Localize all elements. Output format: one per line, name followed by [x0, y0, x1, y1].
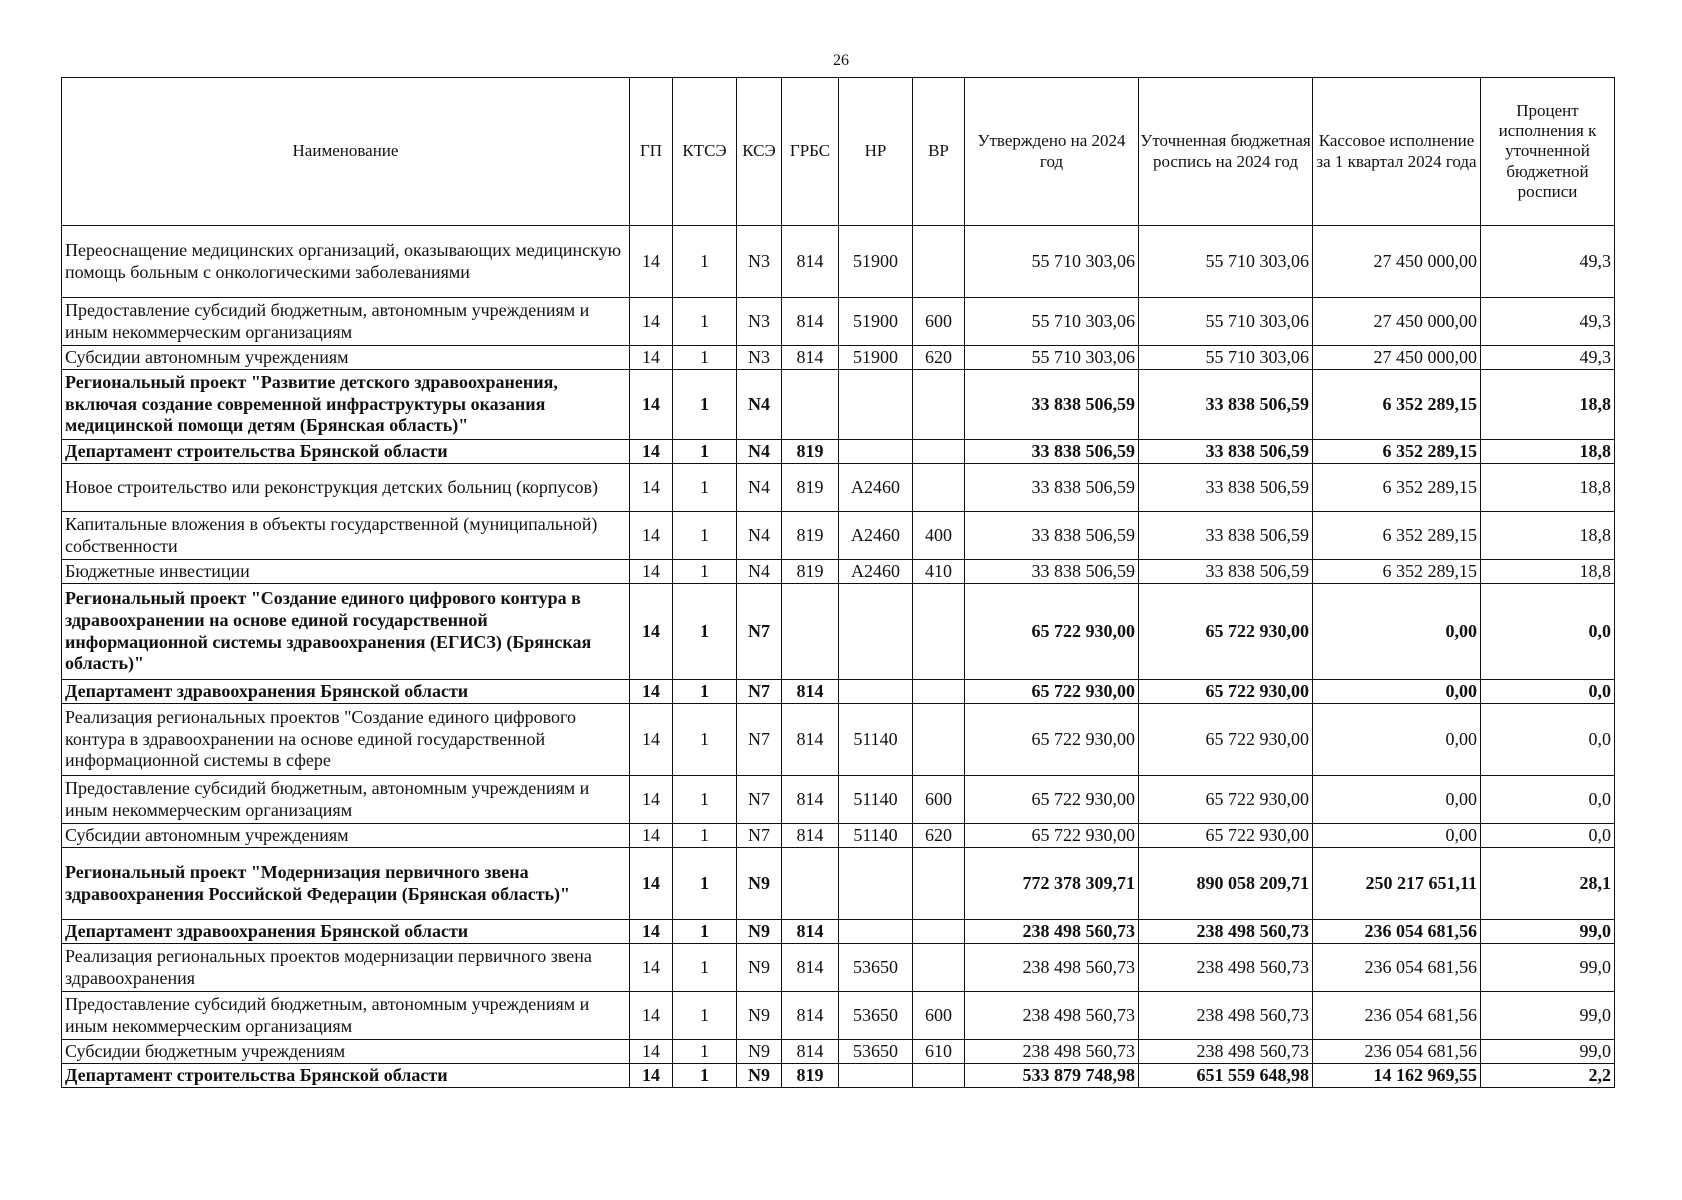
cell-kse: N3: [737, 346, 782, 370]
cell-refined: 65 722 930,00: [1139, 776, 1313, 824]
cell-ktse: 1: [673, 1064, 737, 1088]
budget-table: [61, 77, 1615, 1088]
cell-gp: 14: [630, 824, 673, 848]
cell-np: [839, 584, 913, 680]
cell-name: Региональный проект "Создание единого цифрового контура в здравоохранении на основе единой государственной информационной системы здравоохранения (ЕГИСЗ) (Брянская область)": [62, 584, 630, 680]
cell-refined: 33 838 506,59: [1139, 440, 1313, 464]
cell-grbs: 814: [782, 1040, 839, 1064]
cell-percent: 99,0: [1481, 992, 1615, 1040]
cell-refined: 65 722 930,00: [1139, 704, 1313, 776]
header-approved: Утверждено на 2024 год: [965, 78, 1139, 226]
table-body: [62, 226, 1615, 1088]
cell-grbs: 814: [782, 226, 839, 298]
cell-gp: 14: [630, 346, 673, 370]
cell-name: Новое строительство или реконструкция детских больниц (корпусов): [62, 464, 630, 512]
cell-refined: 890 058 209,71: [1139, 848, 1313, 920]
table-row: [62, 1040, 1615, 1064]
cell-vr: [913, 464, 965, 512]
cell-name: Предоставление субсидий бюджетным, автономным учреждениям и иным некоммерческим организациям: [62, 992, 630, 1040]
cell-grbs: [782, 370, 839, 440]
table-row: [62, 920, 1615, 944]
cell-approved: 33 838 506,59: [965, 370, 1139, 440]
cell-cash: 6 352 289,15: [1313, 370, 1481, 440]
cell-percent: 0,0: [1481, 776, 1615, 824]
cell-percent: 0,0: [1481, 824, 1615, 848]
cell-cash: 236 054 681,56: [1313, 1040, 1481, 1064]
cell-grbs: 814: [782, 346, 839, 370]
cell-percent: 99,0: [1481, 944, 1615, 992]
cell-cash: 250 217 651,11: [1313, 848, 1481, 920]
cell-kse: N9: [737, 1040, 782, 1064]
cell-gp: 14: [630, 848, 673, 920]
cell-name: Департамент здравоохранения Брянской области: [62, 680, 630, 704]
cell-vr: 600: [913, 776, 965, 824]
table-row: [62, 440, 1615, 464]
cell-ktse: 1: [673, 848, 737, 920]
cell-refined: 55 710 303,06: [1139, 298, 1313, 346]
header-vr: ВР: [913, 78, 965, 226]
cell-percent: 2,2: [1481, 1064, 1615, 1088]
table-row: [62, 992, 1615, 1040]
cell-cash: 14 162 969,55: [1313, 1064, 1481, 1088]
cell-np: [839, 848, 913, 920]
table-row: [62, 1064, 1615, 1088]
cell-vr: 610: [913, 1040, 965, 1064]
cell-gp: 14: [630, 776, 673, 824]
header-gp: ГП: [630, 78, 673, 226]
cell-cash: 6 352 289,15: [1313, 512, 1481, 560]
cell-name: Капитальные вложения в объекты государственной (муниципальной) собственности: [62, 512, 630, 560]
cell-cash: 236 054 681,56: [1313, 992, 1481, 1040]
table-row: [62, 370, 1615, 440]
table-row: [62, 776, 1615, 824]
cell-ktse: 1: [673, 704, 737, 776]
cell-kse: N4: [737, 560, 782, 584]
cell-gp: 14: [630, 920, 673, 944]
cell-approved: 33 838 506,59: [965, 440, 1139, 464]
cell-kse: N4: [737, 512, 782, 560]
cell-refined: 65 722 930,00: [1139, 680, 1313, 704]
cell-gp: 14: [630, 680, 673, 704]
cell-np: [839, 920, 913, 944]
cell-refined: 55 710 303,06: [1139, 226, 1313, 298]
cell-ktse: 1: [673, 992, 737, 1040]
cell-approved: 33 838 506,59: [965, 512, 1139, 560]
cell-vr: [913, 226, 965, 298]
cell-np: [839, 1064, 913, 1088]
page-number: 26: [833, 52, 849, 69]
cell-approved: 65 722 930,00: [965, 680, 1139, 704]
cell-gp: 14: [630, 370, 673, 440]
header-refined: Уточненная бюджетная роспись на 2024 год: [1139, 78, 1313, 226]
cell-ktse: 1: [673, 776, 737, 824]
cell-grbs: 819: [782, 464, 839, 512]
table-row: [62, 512, 1615, 560]
cell-name: Департамент строительства Брянской области: [62, 1064, 630, 1088]
cell-grbs: 814: [782, 704, 839, 776]
cell-cash: 0,00: [1313, 584, 1481, 680]
cell-vr: [913, 584, 965, 680]
cell-gp: 14: [630, 1040, 673, 1064]
cell-vr: [913, 848, 965, 920]
cell-np: 51900: [839, 226, 913, 298]
cell-approved: 33 838 506,59: [965, 560, 1139, 584]
cell-kse: N7: [737, 824, 782, 848]
cell-gp: 14: [630, 704, 673, 776]
cell-np: А2460: [839, 512, 913, 560]
cell-vr: 410: [913, 560, 965, 584]
cell-kse: N4: [737, 440, 782, 464]
cell-name: Департамент строительства Брянской области: [62, 440, 630, 464]
cell-grbs: 814: [782, 298, 839, 346]
cell-grbs: [782, 584, 839, 680]
cell-np: 51900: [839, 346, 913, 370]
cell-vr: 600: [913, 992, 965, 1040]
cell-vr: 600: [913, 298, 965, 346]
cell-refined: 238 498 560,73: [1139, 1040, 1313, 1064]
cell-kse: N7: [737, 704, 782, 776]
cell-refined: 651 559 648,98: [1139, 1064, 1313, 1088]
cell-percent: 99,0: [1481, 920, 1615, 944]
cell-refined: 33 838 506,59: [1139, 512, 1313, 560]
cell-np: 53650: [839, 1040, 913, 1064]
header-np: НР: [839, 78, 913, 226]
table-header-row: [62, 78, 1615, 226]
cell-gp: 14: [630, 560, 673, 584]
cell-refined: 238 498 560,73: [1139, 944, 1313, 992]
header-grbs: ГРБС: [782, 78, 839, 226]
cell-grbs: 819: [782, 560, 839, 584]
cell-np: 51140: [839, 776, 913, 824]
cell-percent: 49,3: [1481, 298, 1615, 346]
cell-grbs: [782, 848, 839, 920]
cell-refined: 238 498 560,73: [1139, 920, 1313, 944]
cell-cash: 236 054 681,56: [1313, 944, 1481, 992]
cell-np: 53650: [839, 944, 913, 992]
cell-np: [839, 680, 913, 704]
cell-percent: 49,3: [1481, 346, 1615, 370]
cell-kse: N7: [737, 680, 782, 704]
cell-percent: 0,0: [1481, 680, 1615, 704]
cell-vr: [913, 680, 965, 704]
cell-ktse: 1: [673, 680, 737, 704]
header-kse: КСЭ: [737, 78, 782, 226]
cell-grbs: 814: [782, 920, 839, 944]
cell-name: Переоснащение медицинских организаций, оказывающих медицинскую помощь больным с онкологическими заболеваниями: [62, 226, 630, 298]
cell-ktse: 1: [673, 560, 737, 584]
table-row: [62, 346, 1615, 370]
cell-refined: 33 838 506,59: [1139, 464, 1313, 512]
cell-refined: 238 498 560,73: [1139, 992, 1313, 1040]
cell-vr: [913, 440, 965, 464]
cell-np: А2460: [839, 464, 913, 512]
table-row: [62, 824, 1615, 848]
cell-ktse: 1: [673, 920, 737, 944]
cell-gp: 14: [630, 512, 673, 560]
cell-approved: 238 498 560,73: [965, 944, 1139, 992]
cell-np: 53650: [839, 992, 913, 1040]
cell-name: Реализация региональных проектов модернизации первичного звена здравоохранения: [62, 944, 630, 992]
cell-ktse: 1: [673, 346, 737, 370]
cell-grbs: 819: [782, 440, 839, 464]
cell-approved: 65 722 930,00: [965, 776, 1139, 824]
cell-percent: 18,8: [1481, 370, 1615, 440]
cell-kse: N9: [737, 848, 782, 920]
cell-cash: 236 054 681,56: [1313, 920, 1481, 944]
cell-vr: [913, 920, 965, 944]
cell-approved: 238 498 560,73: [965, 992, 1139, 1040]
header-name: Наименование: [62, 78, 630, 226]
cell-vr: 620: [913, 824, 965, 848]
cell-name: Субсидии автономным учреждениям: [62, 346, 630, 370]
cell-ktse: 1: [673, 464, 737, 512]
cell-np: А2460: [839, 560, 913, 584]
cell-grbs: 814: [782, 680, 839, 704]
cell-name: Предоставление субсидий бюджетным, автономным учреждениям и иным некоммерческим организациям: [62, 776, 630, 824]
cell-approved: 533 879 748,98: [965, 1064, 1139, 1088]
cell-refined: 33 838 506,59: [1139, 370, 1313, 440]
table-row: [62, 226, 1615, 298]
table-row: [62, 704, 1615, 776]
cell-gp: 14: [630, 584, 673, 680]
cell-ktse: 1: [673, 298, 737, 346]
cell-cash: 6 352 289,15: [1313, 560, 1481, 584]
cell-np: 51140: [839, 704, 913, 776]
table-row: [62, 944, 1615, 992]
cell-approved: 65 722 930,00: [965, 584, 1139, 680]
cell-ktse: 1: [673, 824, 737, 848]
cell-percent: 18,8: [1481, 560, 1615, 584]
table-row: [62, 464, 1615, 512]
cell-gp: 14: [630, 298, 673, 346]
cell-cash: 27 450 000,00: [1313, 298, 1481, 346]
cell-approved: 55 710 303,06: [965, 346, 1139, 370]
cell-approved: 65 722 930,00: [965, 704, 1139, 776]
cell-grbs: 814: [782, 824, 839, 848]
cell-name: Бюджетные инвестиции: [62, 560, 630, 584]
cell-name: Департамент здравоохранения Брянской области: [62, 920, 630, 944]
table-row: [62, 298, 1615, 346]
cell-kse: N3: [737, 298, 782, 346]
table-row: [62, 848, 1615, 920]
cell-percent: 18,8: [1481, 440, 1615, 464]
cell-gp: 14: [630, 944, 673, 992]
cell-approved: 33 838 506,59: [965, 464, 1139, 512]
cell-grbs: 814: [782, 992, 839, 1040]
cell-grbs: 819: [782, 512, 839, 560]
cell-ktse: 1: [673, 1040, 737, 1064]
cell-kse: N9: [737, 1064, 782, 1088]
table-row: [62, 584, 1615, 680]
cell-grbs: 814: [782, 776, 839, 824]
cell-name: Региональный проект "Модернизация первичного звена здравоохранения Российской Федерации (Брянская область)": [62, 848, 630, 920]
cell-gp: 14: [630, 464, 673, 512]
cell-percent: 28,1: [1481, 848, 1615, 920]
cell-kse: N7: [737, 584, 782, 680]
cell-np: [839, 370, 913, 440]
cell-approved: 55 710 303,06: [965, 226, 1139, 298]
cell-name: Региональный проект "Развитие детского здравоохранения, включая создание современной инфраструктуры оказания медицинской помощи детям (Брянская область)": [62, 370, 630, 440]
header-percent: Процент исполнения к уточненной бюджетной росписи: [1481, 78, 1615, 226]
cell-percent: 0,0: [1481, 704, 1615, 776]
cell-kse: N3: [737, 226, 782, 298]
cell-approved: 238 498 560,73: [965, 920, 1139, 944]
cell-cash: 27 450 000,00: [1313, 226, 1481, 298]
cell-kse: N7: [737, 776, 782, 824]
cell-refined: 65 722 930,00: [1139, 824, 1313, 848]
cell-refined: 65 722 930,00: [1139, 584, 1313, 680]
cell-refined: 33 838 506,59: [1139, 560, 1313, 584]
cell-ktse: 1: [673, 440, 737, 464]
cell-gp: 14: [630, 992, 673, 1040]
cell-kse: N9: [737, 992, 782, 1040]
cell-gp: 14: [630, 1064, 673, 1088]
table-row: [62, 680, 1615, 704]
cell-cash: 0,00: [1313, 824, 1481, 848]
cell-cash: 6 352 289,15: [1313, 464, 1481, 512]
cell-np: 51900: [839, 298, 913, 346]
cell-np: 51140: [839, 824, 913, 848]
cell-vr: [913, 704, 965, 776]
cell-ktse: 1: [673, 370, 737, 440]
cell-name: Реализация региональных проектов "Создание единого цифрового контура в здравоохранении на основе единой государственной информационной системы в сфере: [62, 704, 630, 776]
cell-vr: 400: [913, 512, 965, 560]
cell-vr: [913, 370, 965, 440]
cell-np: [839, 440, 913, 464]
cell-percent: 18,8: [1481, 464, 1615, 512]
header-cash: Кассовое исполнение за 1 квартал 2024 года: [1313, 78, 1481, 226]
cell-vr: [913, 944, 965, 992]
cell-gp: 14: [630, 440, 673, 464]
cell-refined: 55 710 303,06: [1139, 346, 1313, 370]
cell-approved: 55 710 303,06: [965, 298, 1139, 346]
cell-cash: 0,00: [1313, 704, 1481, 776]
cell-cash: 0,00: [1313, 680, 1481, 704]
header-ktse: КТСЭ: [673, 78, 737, 226]
cell-name: Предоставление субсидий бюджетным, автономным учреждениям и иным некоммерческим организациям: [62, 298, 630, 346]
cell-cash: 0,00: [1313, 776, 1481, 824]
cell-cash: 6 352 289,15: [1313, 440, 1481, 464]
cell-name: Субсидии автономным учреждениям: [62, 824, 630, 848]
cell-kse: N4: [737, 370, 782, 440]
cell-ktse: 1: [673, 512, 737, 560]
cell-approved: 238 498 560,73: [965, 1040, 1139, 1064]
cell-vr: 620: [913, 346, 965, 370]
cell-percent: 99,0: [1481, 1040, 1615, 1064]
cell-kse: N9: [737, 944, 782, 992]
table-row: [62, 560, 1615, 584]
cell-ktse: 1: [673, 944, 737, 992]
cell-percent: 49,3: [1481, 226, 1615, 298]
cell-name: Субсидии бюджетным учреждениям: [62, 1040, 630, 1064]
cell-grbs: 819: [782, 1064, 839, 1088]
cell-kse: N9: [737, 920, 782, 944]
cell-ktse: 1: [673, 226, 737, 298]
cell-percent: 18,8: [1481, 512, 1615, 560]
cell-percent: 0,0: [1481, 584, 1615, 680]
cell-gp: 14: [630, 226, 673, 298]
cell-approved: 65 722 930,00: [965, 824, 1139, 848]
cell-ktse: 1: [673, 584, 737, 680]
cell-grbs: 814: [782, 944, 839, 992]
cell-approved: 772 378 309,71: [965, 848, 1139, 920]
cell-vr: [913, 1064, 965, 1088]
cell-kse: N4: [737, 464, 782, 512]
cell-cash: 27 450 000,00: [1313, 346, 1481, 370]
